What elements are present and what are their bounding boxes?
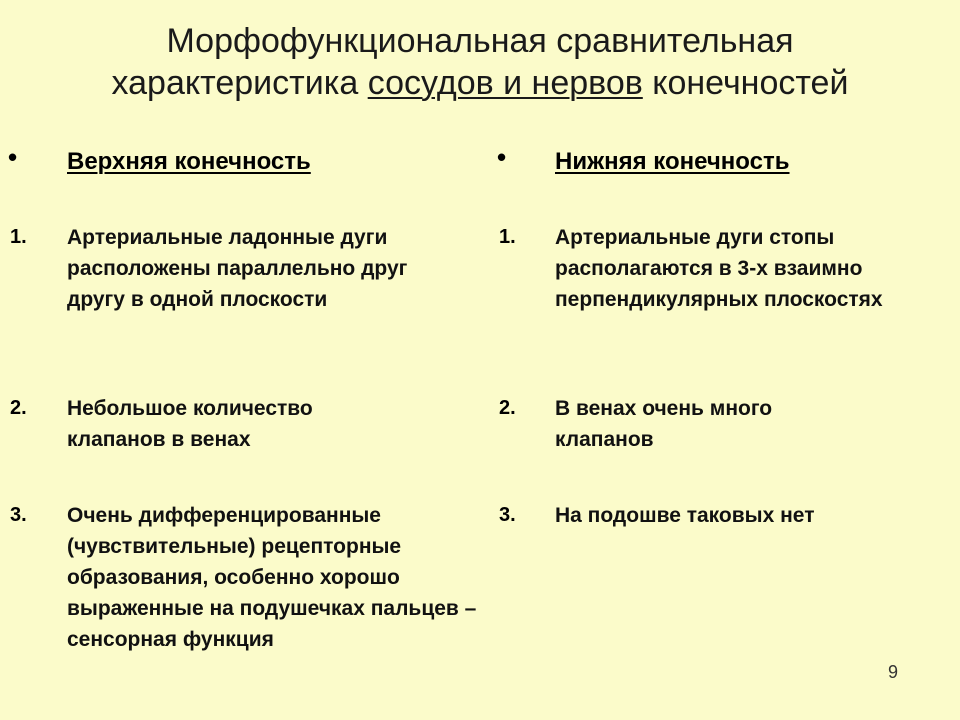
- title-line-2: [40, 62, 920, 104]
- title-underlined-phrase: сосудов и нервов: [367, 64, 643, 102]
- slide-title: [40, 20, 920, 104]
- upper-item-1-number: 1.: [10, 226, 27, 248]
- bullet-icon: •: [497, 142, 507, 172]
- lower-item-1-text: Артериальные дуги стопы располагаются в 3-х взаимно перпендикулярных плоскостях: [555, 226, 883, 311]
- lower-item-3-number: 3.: [499, 504, 516, 526]
- upper-limb-heading: Верхняя конечность: [67, 148, 311, 175]
- title-line-2-suffix: конечностей: [642, 64, 849, 102]
- upper-item-2-number: 2.: [10, 397, 27, 419]
- title-line-2-prefix: характеристика: [111, 64, 368, 102]
- lower-limb-heading: Нижняя конечность: [555, 148, 790, 175]
- lower-item-2-number: 2.: [499, 397, 516, 419]
- page-number: 9: [888, 662, 899, 682]
- lower-item-2-text: В венах очень много клапанов: [555, 397, 773, 451]
- upper-item-2-text: Небольшое количество клапанов в венах: [67, 397, 313, 451]
- lower-item-3-text: На подошве таковых нет: [555, 504, 815, 527]
- bullet-icon: •: [8, 142, 18, 172]
- lower-item-1-number: 1.: [499, 226, 516, 248]
- upper-item-3-number: 3.: [10, 504, 27, 526]
- upper-item-1-text: Артериальные ладонные дуги расположены параллельно друг другу в одной плоскости: [67, 226, 408, 311]
- upper-item-3-text: Очень дифференцированные (чувствительные) рецепторные образования, особенно хорошо выраженные на подушечках пальцев – сенсорная функция: [67, 504, 477, 651]
- title-line-1: Морфофункциональная сравнительная: [166, 22, 794, 60]
